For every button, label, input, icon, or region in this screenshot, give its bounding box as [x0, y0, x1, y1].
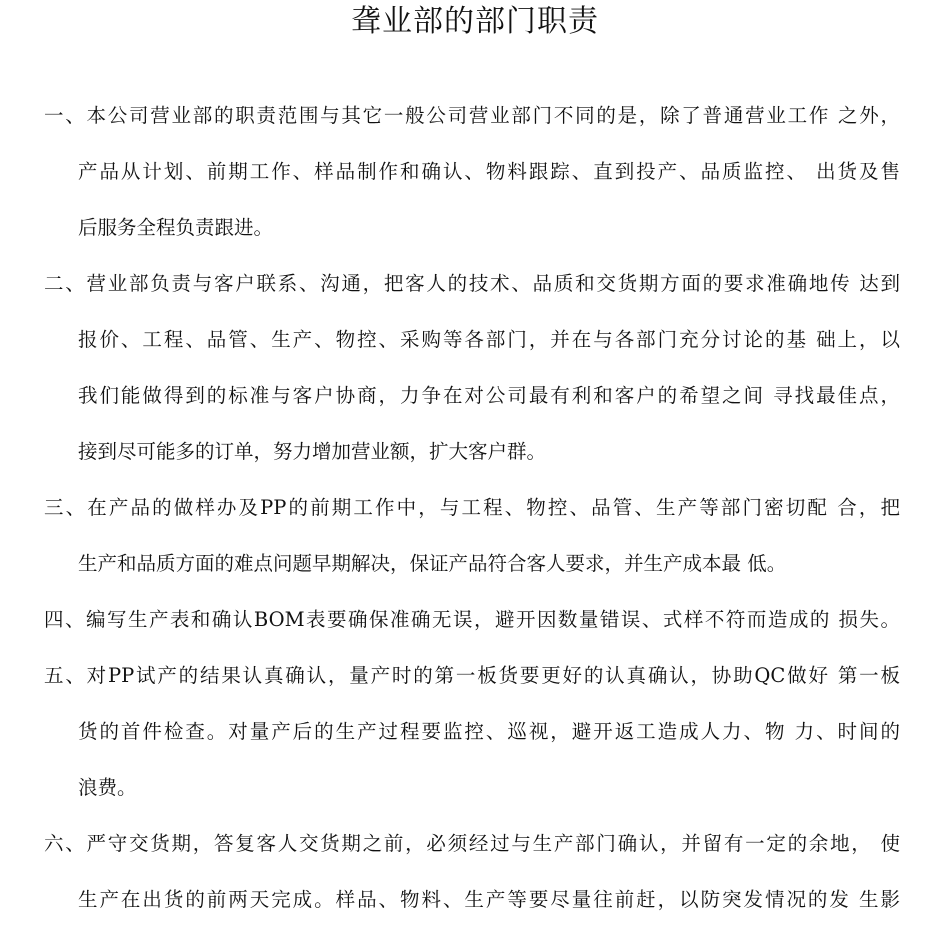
clause-line: 报价、工程、品管、生产、物控、采购等各部门，并在与各部门充分讨论的基 础上，以	[78, 328, 900, 351]
clause-line: 五、对PP试产的结果认真确认，量产时的第一板货要更好的认真确认，协助QC做好 第一板	[44, 664, 900, 687]
clause-6	[0, 821, 950, 933]
clause-line: 二、营业部负责与客户联系、沟通，把客人的技术、品质和交货期方面的要求准确地传 达到	[44, 272, 900, 295]
clause-line: 后服务全程负责跟进。	[78, 216, 274, 239]
clause-4	[0, 597, 950, 653]
clause-line: 生产和品质方面的难点问题早期解决，保证产品符合客人要求，并生产成本最 低。	[78, 552, 787, 575]
clause-line: 接到尽可能多的订单，努力增加营业额，扩大客户群。	[78, 440, 547, 463]
clause-line: 六、严守交货期，答复客人交货期之前，必须经过与生产部门确认，并留有一定的余地， 使	[44, 832, 900, 855]
page-title: 聋业部的部门职责	[351, 4, 599, 39]
clause-line: 浪费。	[78, 776, 137, 799]
clause-line: 生产在出货的前两天完成。样品、物料、生产等要尽量往前赶，以防突发情况的发 生影	[78, 888, 900, 911]
clause-5	[0, 653, 950, 821]
clause-line: 货的首件检查。对量产后的生产过程要监控、巡视，避开返工造成人力、物 力、时间的	[78, 720, 900, 743]
clause-line: 四、编写生产表和确认BOM表要确保准确无误，避开因数量错误、式样不符而造成的 损失。	[44, 608, 900, 631]
clause-line: 产品从计划、前期工作、样品制作和确认、物料跟踪、直到投产、品质监控、 出货及售	[78, 160, 900, 183]
clause-line: 我们能做得到的标准与客户协商，力争在对公司最有利和客户的希望之间 寻找最佳点，	[78, 384, 900, 407]
clause-3	[0, 485, 950, 597]
clause-2	[0, 261, 950, 485]
clause-list	[0, 93, 950, 933]
clause-line: 三、在产品的做样办及PP的前期工作中，与工程、物控、品管、生产等部门密切配 合，把	[44, 496, 900, 519]
clause-line: 一、本公司营业部的职责范围与其它一般公司营业部门不同的是，除了普通营业工作 之外，	[44, 104, 900, 127]
clause-1	[0, 93, 950, 261]
